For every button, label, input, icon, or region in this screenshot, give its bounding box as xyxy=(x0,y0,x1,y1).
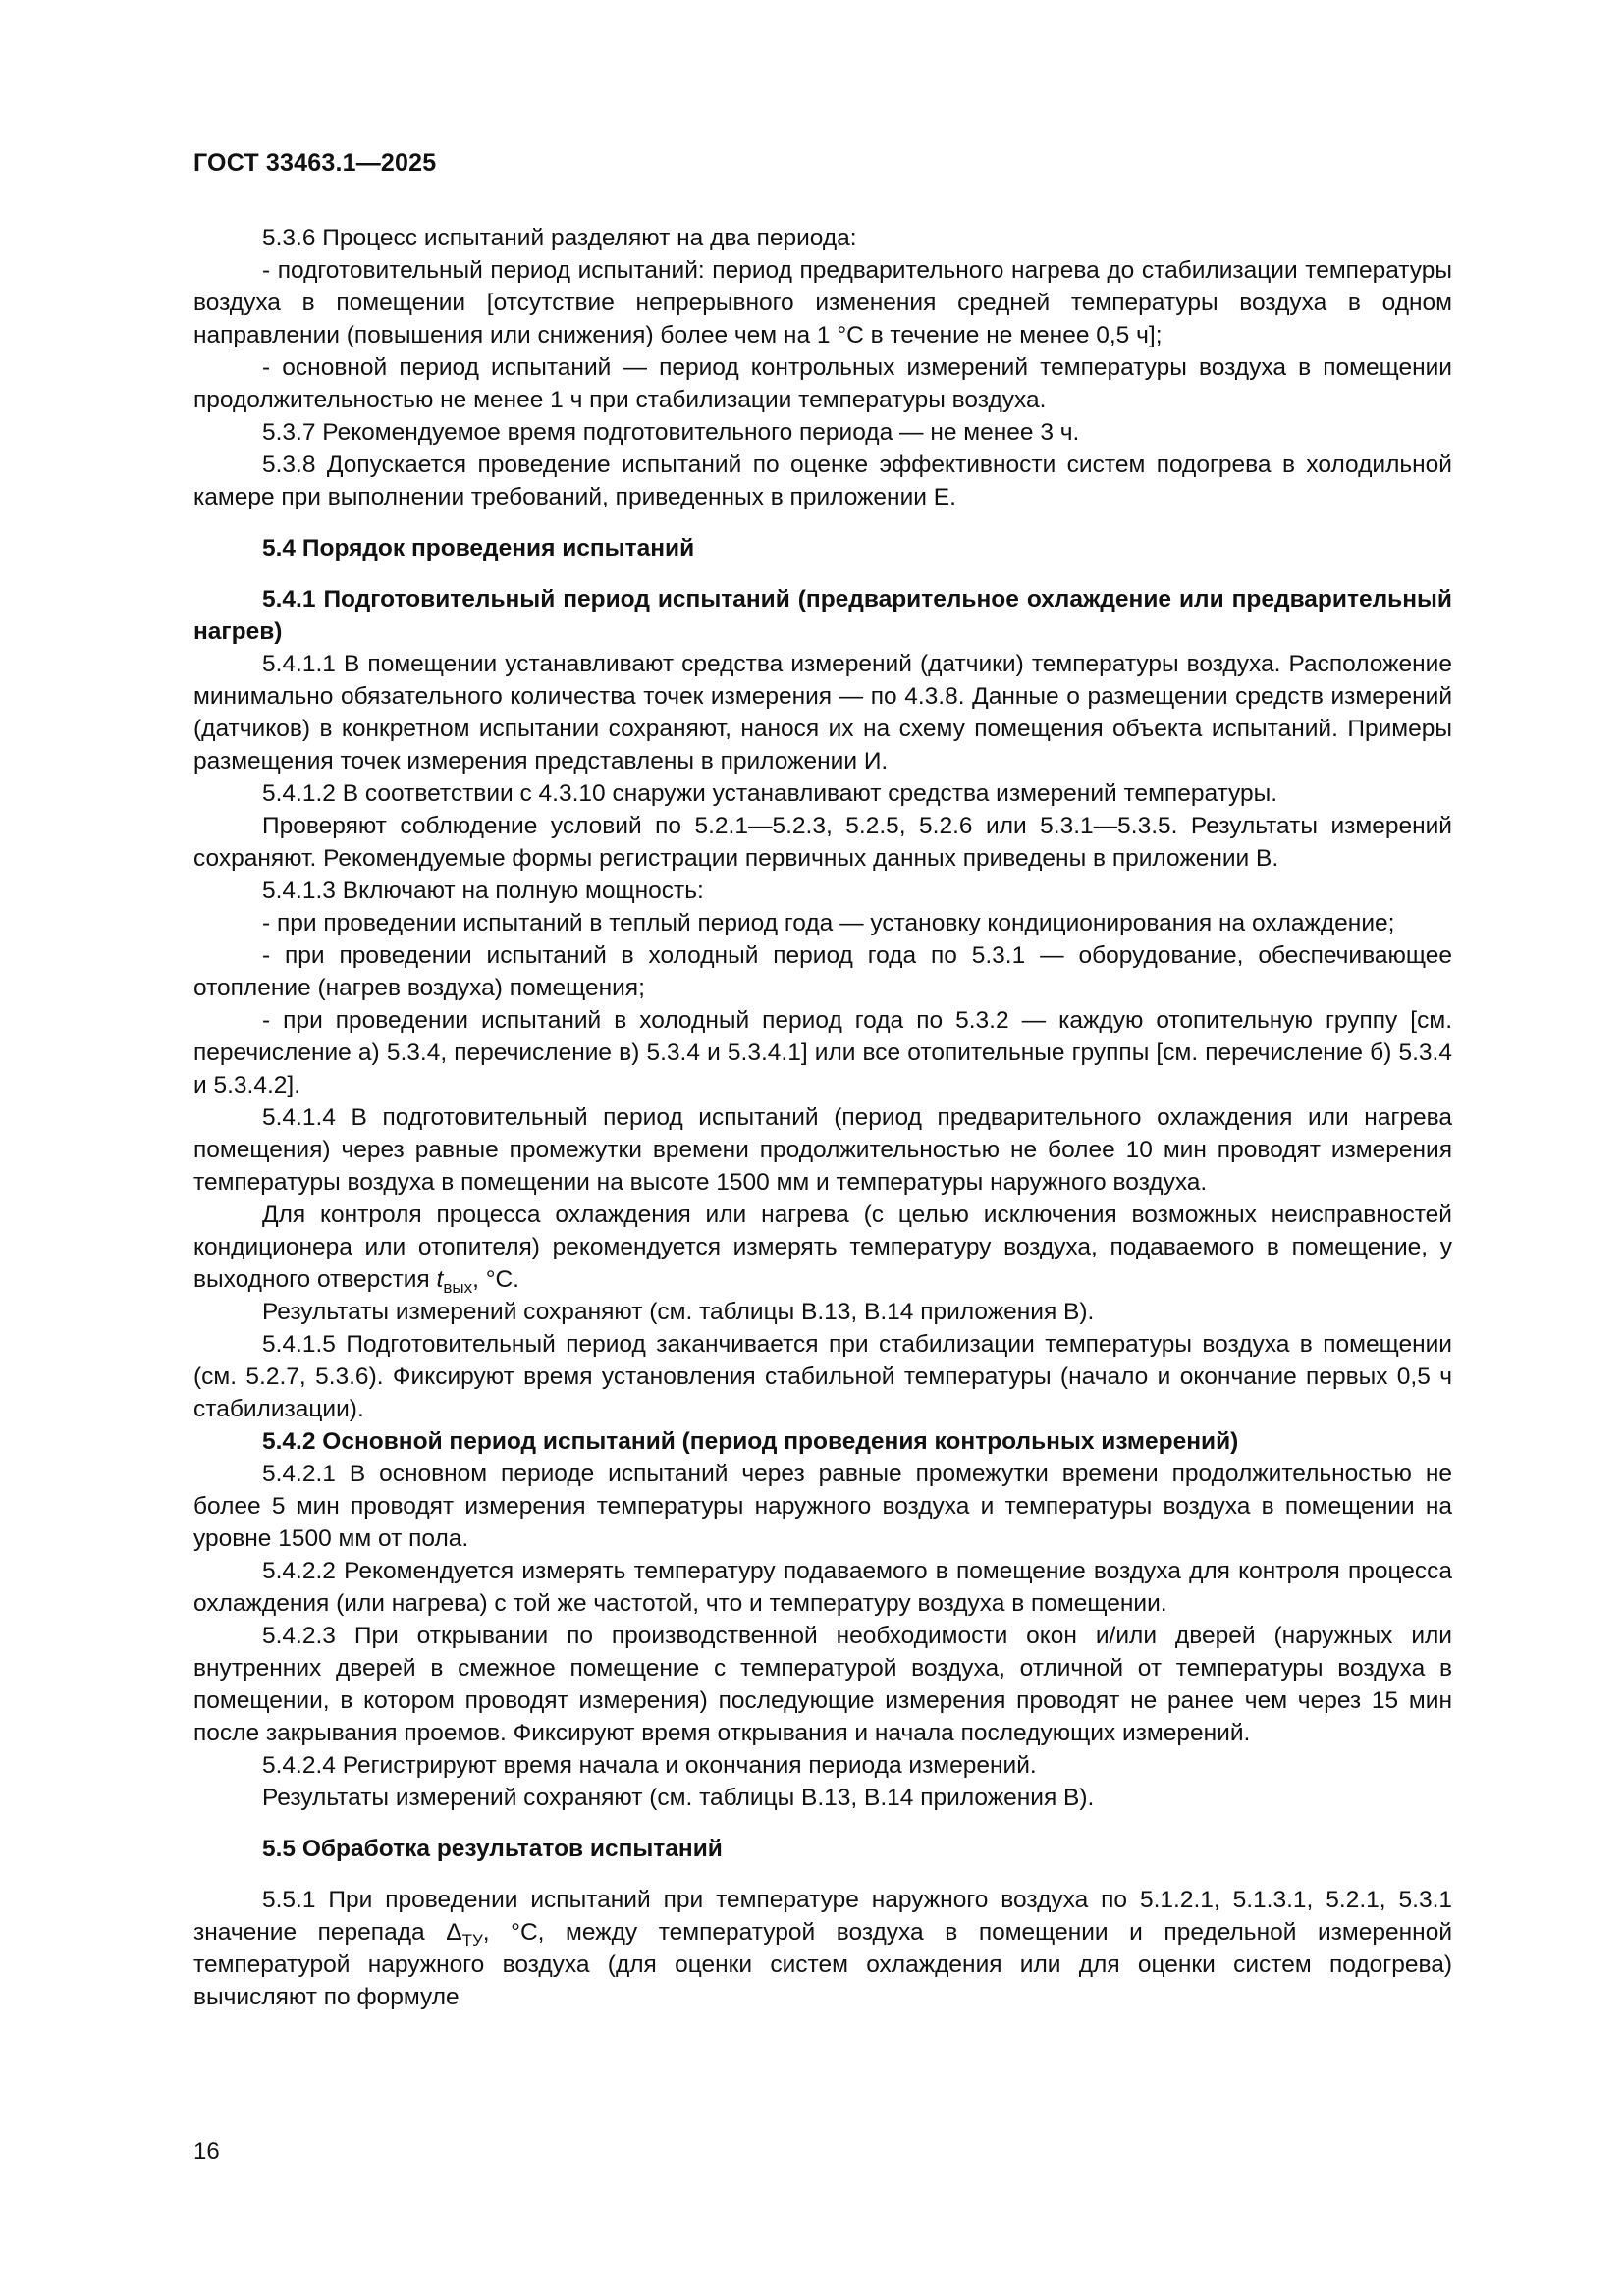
paragraph-5-4-2-4-b: Результаты измерений сохраняют (см. таблицы В.13, В.14 приложения В). xyxy=(262,1785,1095,1811)
paragraph-5-4-1-2-b: Проверяют соблюдение условий по 5.2.1—5.2.3, 5.2.5, 5.2.6 или 5.3.1—5.3.5. Результаты измерений сохраняют. Рекомендуемые формы регистрации первичных данных приведены в приложении В. xyxy=(193,813,1452,872)
page-number: 16 xyxy=(193,2138,220,2164)
subscript-vykh: вых xyxy=(443,1278,473,1297)
document-id-header: ГОСТ 33463.1—2025 xyxy=(193,149,437,177)
paragraph-5-4-2-2: 5.4.2.2 Рекомендуется измерять температуру подаваемого в помещение воздуха для контроля процесса охлаждения (или нагрева) с той же частотой, что и температуру воздуха в помещении. xyxy=(193,1558,1452,1617)
paragraph-5-4-1-5: 5.4.1.5 Подготовительный период заканчивается при стабилизации температуры воздуха в помещении (см. 5.2.7, 5.3.6). Фиксируют время установления стабильной температуры (начало и окончание первых 0,5 ч стабилизации). xyxy=(193,1331,1452,1422)
document-body xyxy=(193,222,1452,2013)
section-heading-5-4: 5.4 Порядок проведения испытаний xyxy=(262,535,695,561)
paragraph-5-4-1-4-b-tail: , °С. xyxy=(472,1266,519,1293)
symbol-delta: Δ xyxy=(446,1919,462,1946)
paragraph-5-3-6: 5.3.6 Процесс испытаний разделяют на два периода: xyxy=(262,225,857,251)
paragraph-5-5-1-tail: , °С, между температурой воздуха в помещении и предельной измеренной температурой наружного воздуха (для оценки систем охлаждения или для оценки систем подогрева) вычисляют по формуле xyxy=(193,1919,1452,2010)
paragraph-5-3-6-item-a: - подготовительный период испытаний: период предварительного нагрева до стабилизации температуры воздуха в помещении [отсутствие непрерывного изменения средней температуры воздуха в одном направлении (повышения или снижения) более чем на 1 °С в течение не менее 0,5 ч]; xyxy=(193,257,1452,348)
document-page xyxy=(193,0,1452,2296)
paragraph-5-4-1-4-b xyxy=(193,1199,1452,1296)
paragraph-5-5-1 xyxy=(193,1884,1452,2013)
paragraph-5-4-1-2: 5.4.1.2 В соответствии с 4.3.10 снаружи устанавливают средства измерений температуры. xyxy=(262,780,1278,807)
section-heading-5-5: 5.5 Обработка результатов испытаний xyxy=(262,1836,723,1862)
paragraph-5-4-2-3: 5.4.2.3 При открывании по производственной необходимости окон и/или дверей (наружных или внутренних дверей в смежное помещение с температурой воздуха, отличной от температуры воздуха в помещении, в котором проводят измерения) последующие измерения проводят не ранее чем через 15 мин после закрывания проемов. Фиксируют время открывания и начала последующих измерений. xyxy=(193,1623,1452,1746)
paragraph-5-4-1-4-b-text: Для контроля процесса охлаждения или нагрева (с целью исключения возможных неисправностей кондиционера или отопителя) рекомендуется измерять температуру воздуха, подаваемого в помещение, у выходного отверстия xyxy=(193,1201,1452,1293)
paragraph-5-3-7: 5.3.7 Рекомендуемое время подготовительного периода — не менее 3 ч. xyxy=(262,419,1080,446)
paragraph-5-4-1-3-item-b: - при проведении испытаний в холодный период года по 5.3.1 — оборудование, обеспечивающее отопление (нагрев воздуха) помещения; xyxy=(193,942,1452,1001)
paragraph-5-4-1-4-c: Результаты измерений сохраняют (см. таблицы В.13, В.14 приложения В). xyxy=(262,1299,1095,1325)
paragraph-5-4-1-3: 5.4.1.3 Включают на полную мощность: xyxy=(262,878,704,904)
subscript-tu: ТУ xyxy=(461,1931,483,1949)
paragraph-5-4-2-1: 5.4.2.1 В основном периоде испытаний через равные промежутки времени продолжительностью не более 5 мин проводят измерения температуры наружного воздуха и температуры воздуха в помещении на уровне 1500 мм от пола. xyxy=(193,1461,1452,1552)
paragraph-5-3-6-item-b: - основной период испытаний — период контрольных измерений температуры воздуха в помещении продолжительностью не менее 1 ч при стабилизации температуры воздуха. xyxy=(193,354,1452,413)
paragraph-5-3-8: 5.3.8 Допускается проведение испытаний по оценке эффективности систем подогрева в холодильной камере при выполнении требований, приведенных в приложении Е. xyxy=(193,452,1452,510)
paragraph-5-4-1-3-item-c: - при проведении испытаний в холодный период года по 5.3.2 — каждую отопительную группу [см. перечисление а) 5.3.4, перечисление в) 5.3.4 и 5.3.4.1] или все отопительные группы [см. перечисление б) 5.3.4 и 5.3.4.2]. xyxy=(193,1007,1452,1098)
symbol-t: t xyxy=(436,1266,444,1293)
subsection-heading-5-4-2: 5.4.2 Основной период испытаний (период проведения контрольных измерений) xyxy=(262,1428,1239,1455)
paragraph-5-4-1-4: 5.4.1.4 В подготовительный период испытаний (период предварительного охлаждения или нагрева помещения) через равные промежутки времени продолжительностью не более 10 мин проводят измерения температуры воздуха в помещении на высоте 1500 мм и температуры наружного воздуха. xyxy=(193,1104,1452,1196)
subsection-heading-5-4-1: 5.4.1 Подготовительный период испытаний (предварительное охлаждение или предварительный нагрев) xyxy=(193,586,1452,645)
paragraph-5-5-1-text: 5.5.1 При проведении испытаний при температуре наружного воздуха по 5.1.2.1, 5.1.3.1, 5.2.1, 5.3.1 значение перепада xyxy=(193,1887,1452,1946)
paragraph-5-4-1-1: 5.4.1.1 В помещении устанавливают средства измерений (датчики) температуры воздуха. Расположение минимально обязательного количества точек измерения — по 4.3.8. Данные о размещении средств измерений (датчиков) в конкретном испытании сохраняют, нанося их на схему помещения объекта испытаний. Примеры размещения точек измерения представлены в приложении И. xyxy=(193,651,1452,774)
paragraph-5-4-1-3-item-a: - при проведении испытаний в теплый период года — установку кондиционирования на охлаждение; xyxy=(262,910,1395,936)
paragraph-5-4-2-4: 5.4.2.4 Регистрируют время начала и окончания периода измерений. xyxy=(262,1752,1037,1779)
